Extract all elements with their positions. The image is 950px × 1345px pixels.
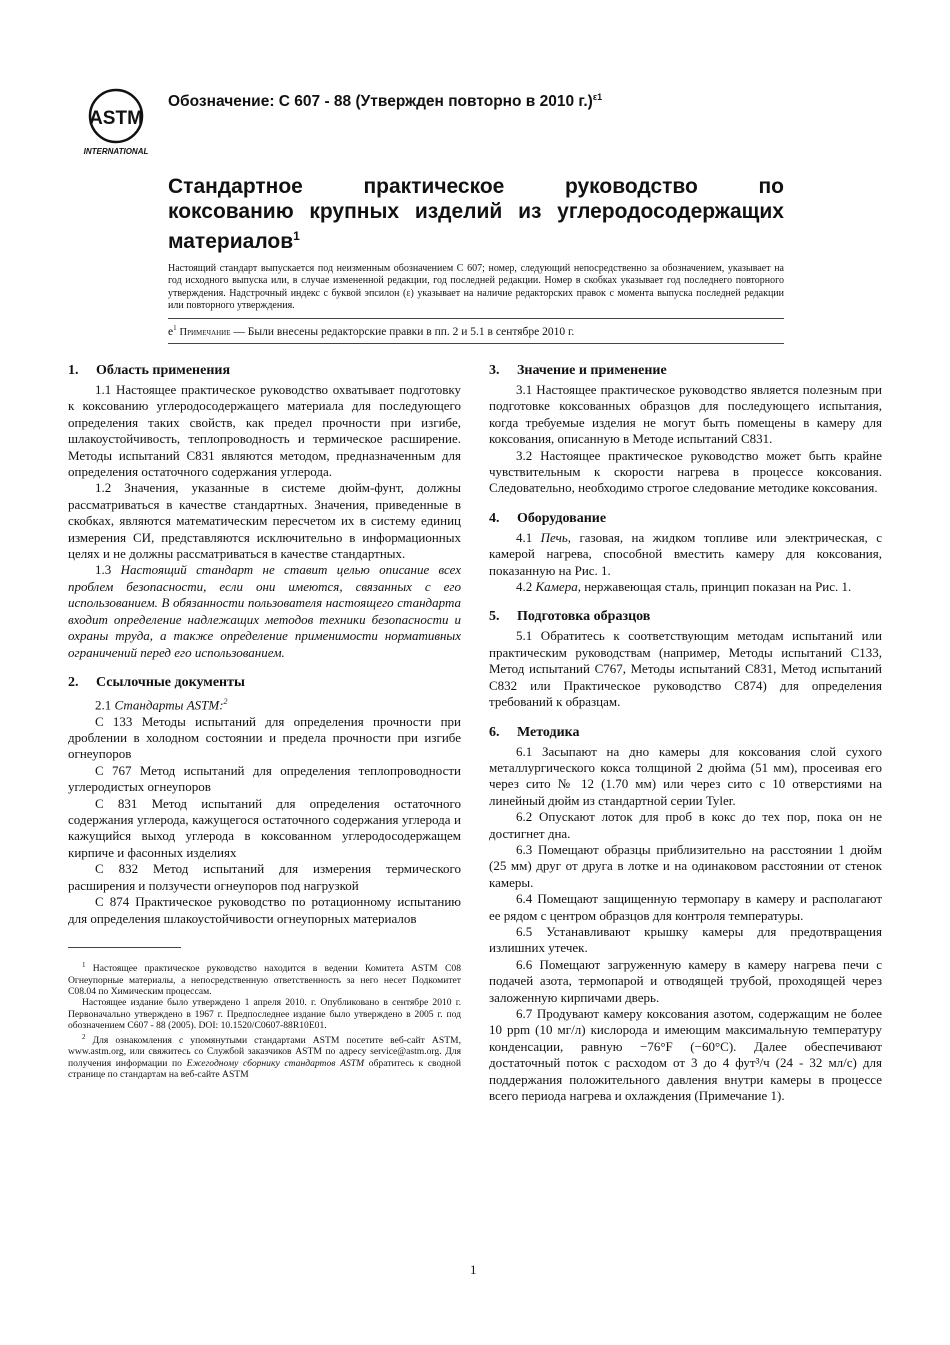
- page-number: 1: [470, 1262, 477, 1277]
- para-4-2-text: нержавеющая сталь, принцип показан на Рис. 1.: [580, 579, 852, 595]
- left-column: [68, 362, 461, 1080]
- right-column: [489, 362, 882, 1104]
- section-6-heading: [489, 724, 882, 742]
- para-6-4: 6.4 Помещают защищенную термопару в камеру и располагают ее рядом с центром образцов для контроля температуры.: [489, 891, 882, 923]
- title-line-3-text: материалов: [168, 230, 294, 253]
- footnote-1a: [68, 960, 461, 997]
- section-6-title: Методика: [517, 724, 580, 740]
- para-1-1: 1.1 Настоящее практическое руководство охватывает подготовку к коксованию углеродосодержащего материала для последующего определения таких свойств, как предел прочности при изгибе, шлакоустойчивость, теплопроводность и термическое расширение. Методы испытаний C831 являются методом, предназначенным для определения остаточного содержания углерода.: [68, 382, 461, 480]
- section-5-number: 5.: [489, 609, 500, 625]
- edit-note-text: — Были внесены редакторские правки в пп. 2 и 5.1 в сентябре 2010 г.: [230, 325, 575, 338]
- title-footnote-ref: 1: [293, 229, 300, 243]
- para-3-2: 3.2 Настоящее практическое руководство может быть крайне чувствительным к скорости нагрева в процессе коксования. Следовательно, необходимо строгое следование методике коксования.: [489, 447, 882, 496]
- para-6-1: 6.1 Засыпают на дно камеры для коксования слой сухого металлургического кокса толщиной 2 дюйма (51 мм), просеивая его через сито № 12 (1.70 мм) или через сито с 10 отверстиями на линейный дюйм из стандартной серии Tyler.: [489, 743, 882, 808]
- section-5-title: Подготовка образцов: [517, 609, 651, 625]
- para-4-1-number: 4.1: [516, 529, 541, 545]
- para-6-7: 6.7 Продувают камеру коксования азотом, содержащим не более 10 ppm (10 мг/л) кислорода и имеющим максимальную температуру конденсации, равную −76°F (−60°C). Далее обеспечивают достаточный поток с расходом от 3 до 4 фут³/ч (24 - 32 мл/с) для поддержания положительного давления внутри камеры в процессе всего периода нагрева и охлаждения (Примечание 1).: [489, 1006, 882, 1104]
- section-3-title: Значение и применение: [517, 363, 667, 378]
- designation-text: Обозначение: C 607 - 88 (Утвержден повторно в 2010 г.): [168, 93, 593, 111]
- para-4-1-term: Печь,: [540, 529, 572, 545]
- para-2-1: [68, 694, 461, 714]
- footnote-divider: [68, 947, 181, 948]
- para-6-6: 6.6 Помещают загруженную камеру в камеру нагрева печи с подачей азота, термопарой и отводящей трубой, проходящей через заложенную кирпичами дверь.: [489, 956, 882, 1005]
- logo-text: ASTM: [89, 108, 143, 129]
- footnote-1-number: 1: [82, 960, 86, 969]
- para-1-3-number: 1.3: [95, 562, 121, 578]
- edit-note-mark-sup: 1: [173, 324, 177, 332]
- section-3-heading: [489, 362, 882, 380]
- para-4-1-text: газовая, на жидком топливе или электрическая, с камерой нагрева, способной вместить камеру для коксования, показанную на Рис. 1.: [489, 529, 882, 578]
- section-4-number: 4.: [489, 510, 500, 526]
- section-6-number: 6.: [489, 724, 500, 740]
- title-line-2: коксованию крупных изделий из углеродосодержащих: [168, 200, 784, 223]
- footnote-2-text-a: Для ознакомления с упомянутыми стандартами ASTM посетите веб-сайт ASTM, www.astm.org, или свяжитесь со Службой заказчиков ASTM по адресу service@astm.org. Для получения информации по: [68, 1034, 461, 1069]
- para-4-2: [489, 579, 882, 595]
- reference-c832: C 832 Метод испытаний для измерения термического расширения и ползучести огнеупоров под нагрузкой: [68, 861, 461, 893]
- title-line-3: [168, 224, 784, 254]
- reference-c831: C 831 Метод испытаний для определения остаточного содержания углерода, кажущегося остаточного содержания углерода и кажущийся выход углерода в коксованном углеродосодержащем кирпиче и фасонных изделиях: [68, 795, 461, 860]
- document-title: [168, 174, 784, 254]
- edit-note-mark: e: [168, 325, 174, 338]
- section-3-number: 3.: [489, 363, 500, 378]
- reference-c874: C 874 Практическое руководство по ротационному испытанию для определения шлакоустойчивости огнеупорных материалов: [68, 894, 461, 926]
- designation-sup: ε1: [592, 92, 603, 102]
- designation: [168, 92, 602, 111]
- footnote-2: [68, 1032, 461, 1081]
- para-1-3: [68, 562, 461, 660]
- section-2-number: 2.: [68, 674, 79, 690]
- para-4-2-term: Камера,: [535, 579, 581, 595]
- edit-note-label: Примечание: [179, 326, 231, 338]
- reference-c133: C 133 Методы испытаний для определения прочности при дроблении в холодном состоянии и предела прочности при изгибе огнеупоров: [68, 713, 461, 762]
- para-1-3-text: Настоящий стандарт не ставит целью описание всех проблем безопасности, если они имеются, связанных с его использованием. В обязанности пользователя настоящего стандарта входит определение надлежащих методов техники безопасности и охраны труда, а также определение применимости нормативных ограничений перед его использованием.: [68, 562, 461, 660]
- para-6-5: 6.5 Устанавливают крышку камеры для предотвращения излишних утечек.: [489, 923, 882, 956]
- notice-divider-top: [168, 318, 784, 319]
- para-1-2: 1.2 Значения, указанные в системе дюйм-фунт, должны рассматриваться в качестве стандартных. Значения, приведенные в скобках, являются математическим пересчетом их в систему единиц измерения СИ, представляются исключительно в информационных целях и не должны рассматриваться в качестве стандартных.: [68, 480, 461, 562]
- para-4-2-number: 4.2: [516, 579, 536, 595]
- footnote-2-text-b: обратитесь к сводной странице по стандартам на веб-сайте ASTM: [68, 1057, 461, 1080]
- section-4-title: Оборудование: [517, 510, 607, 526]
- para-4-1: [489, 530, 882, 579]
- section-1-heading: [68, 362, 461, 380]
- edit-note: [168, 324, 784, 338]
- para-2-1-number: 2.1: [95, 697, 115, 713]
- section-5-heading: [489, 608, 882, 626]
- footnote-1a-text: Настоящее практическое руководство находится в ведении Комитета ASTM C08 Огнеупорные материалы, а непосредственную ответственность за него несет Подкомитет C08.04 по Химическим процессам.: [68, 963, 461, 997]
- title-line-1: Стандартное практическое руководство по: [168, 175, 784, 198]
- para-6-2: 6.2 Опускают лоток для проб в кокс до тех пор, пока он не достигнет дна.: [489, 809, 882, 841]
- footnote-1b: Настоящее издание было утверждено 1 апреля 2010. г. Опубликовано в сентябре 2010 г. Первоначально утверждено в 1967 г. Предпоследнее издание было утверждено в 2005 г. под обозначением C607 - 88 (2005). DOI: 10.1520/C0607-88R10E01.: [68, 997, 461, 1032]
- notice-divider-bottom: [168, 343, 784, 344]
- para-2-1-sup: 2: [223, 696, 228, 706]
- section-4-heading: [489, 510, 882, 528]
- reference-c767: C 767 Метод испытаний для определения теплопроводности углеродистых огнеупоров: [68, 762, 461, 795]
- para-5-1: 5.1 Обратитесь к соответствующим методам испытаний или практическим руководствам (например, Методы испытаний C133, Метод испытаний C767, Методы испытаний C831, Метод испытаний C832 или Практическое руководство C874) для определения требований к образцам.: [489, 628, 882, 710]
- standard-notice: Настоящий стандарт выпускается под неизменным обозначением C 607; номер, следующий непосредственно за обозначением, указывает на год исходного выпуска или, в случае измененной редакции, год последней редакции. Номер в скобках указывает год последнего повторного утверждения. Надстрочный индекс с буквой эпсилон (ε) указывает на наличие редакторских правок с момента выпуска последней редакции или повторного утверждения.: [168, 263, 784, 312]
- footnote-2-em: Ежегодному сборнику стандартов ASTM: [186, 1057, 365, 1069]
- footnote-2-number: 2: [82, 1032, 86, 1041]
- para-2-1-text: Стандарты ASTM:: [114, 697, 224, 713]
- section-2-heading: [68, 674, 461, 692]
- logo-subtext: INTERNATIONAL: [83, 147, 149, 156]
- para-3-1: 3.1 Настоящее практическое руководство является полезным при подготовке коксованных образцов для последующего испытания, когда требуемые изделия не могут быть помещены в камеру для коксования, описанную в Методе испытаний C831.: [489, 382, 882, 447]
- section-2-title: Ссылочные документы: [96, 674, 245, 690]
- astm-logo: [76, 86, 156, 158]
- para-6-3: 6.3 Помещают образцы приблизительно на расстоянии 1 дюйм (25 мм) друг от друга в лотке и на одинаковом расстоянии от стенок камеры.: [489, 841, 882, 890]
- astm-logo-graphic: [76, 86, 156, 158]
- section-1-title: Область применения: [96, 363, 231, 378]
- section-1-number: 1.: [68, 363, 79, 378]
